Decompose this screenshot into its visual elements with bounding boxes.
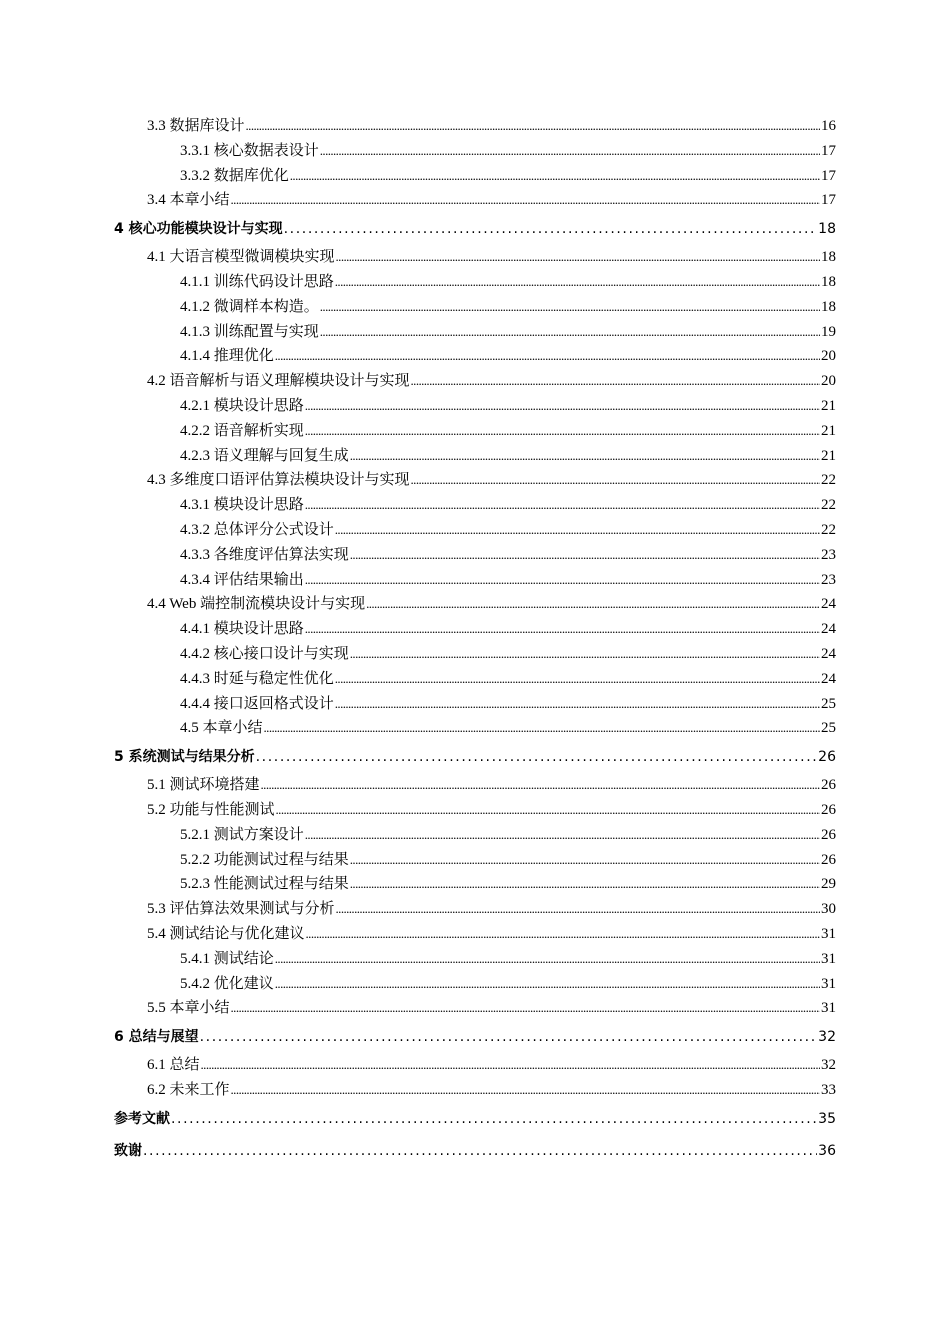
toc-dot-leader xyxy=(305,617,820,642)
toc-entry-page-number: 35 xyxy=(818,1110,836,1127)
toc-dot-leader xyxy=(305,568,820,593)
toc-entry[interactable] xyxy=(114,617,836,642)
toc-entry-page-number: 30 xyxy=(821,901,836,918)
toc-entry[interactable] xyxy=(114,493,836,518)
toc-entry[interactable] xyxy=(114,1103,836,1135)
toc-entry-page-number: 36 xyxy=(818,1142,836,1159)
toc-entry-page-number: 31 xyxy=(821,925,836,942)
toc-entry-title: 致谢 xyxy=(114,1142,142,1159)
toc-dot-leader xyxy=(320,295,820,320)
toc-dot-leader xyxy=(335,270,820,295)
toc-entry[interactable] xyxy=(114,972,836,997)
toc-entry-title: 4.1 大语言模型微调模块实现 xyxy=(147,249,335,266)
toc-entry-title: 5.4.2 优化建议 xyxy=(180,975,274,992)
toc-entry[interactable] xyxy=(114,245,836,270)
toc-dot-leader xyxy=(350,543,820,568)
toc-dot-leader xyxy=(256,741,818,773)
toc-entry[interactable] xyxy=(114,996,836,1021)
toc-entry-page-number: 26 xyxy=(821,777,836,794)
toc-dot-leader xyxy=(335,518,820,543)
toc-entry-page-number: 33 xyxy=(821,1081,836,1098)
toc-entry-title: 4.1.3 训练配置与实现 xyxy=(180,323,319,340)
toc-entry-title: 参考文献 xyxy=(114,1110,170,1127)
toc-entry[interactable] xyxy=(114,947,836,972)
toc-entry-page-number: 20 xyxy=(821,373,836,390)
toc-entry-page-number: 22 xyxy=(821,472,836,489)
toc-entry-page-number: 31 xyxy=(821,1000,836,1017)
toc-entry[interactable] xyxy=(114,592,836,617)
toc-entry[interactable] xyxy=(114,568,836,593)
toc-entry-page-number: 17 xyxy=(821,142,836,159)
toc-entry[interactable] xyxy=(114,164,836,189)
toc-entry-title: 4.1.4 推理优化 xyxy=(180,348,274,365)
toc-dot-leader xyxy=(305,493,820,518)
toc-dot-leader xyxy=(201,1053,820,1078)
toc-entry[interactable] xyxy=(114,642,836,667)
toc-entry-title: 3.3.2 数据库优化 xyxy=(180,167,289,184)
toc-entry-title: 5.3 评估算法效果测试与分析 xyxy=(147,901,335,918)
toc-entry-title: 4.5 本章小结 xyxy=(180,720,263,737)
toc-entry-title: 3.3 数据库设计 xyxy=(147,118,245,134)
toc-dot-leader xyxy=(335,667,820,692)
toc-entry-page-number: 22 xyxy=(821,521,836,538)
toc-entry-page-number: 31 xyxy=(821,950,836,967)
toc-entry[interactable] xyxy=(114,798,836,823)
toc-dot-leader xyxy=(305,419,820,444)
toc-entry-page-number: 25 xyxy=(821,695,836,712)
toc-entry[interactable] xyxy=(114,1135,836,1167)
toc-entry[interactable] xyxy=(114,1078,836,1103)
toc-entry-title: 5.2.1 测试方案设计 xyxy=(180,826,304,843)
toc-entry-page-number: 26 xyxy=(821,851,836,868)
toc-entry-title: 3.4 本章小结 xyxy=(147,192,230,209)
toc-entry[interactable] xyxy=(114,369,836,394)
toc-entry-page-number: 20 xyxy=(821,348,836,365)
toc-entry[interactable] xyxy=(114,922,836,947)
toc-entry-title: 5.4 测试结论与优化建议 xyxy=(147,925,305,942)
toc-entry-page-number: 26 xyxy=(818,749,836,766)
toc-dot-leader xyxy=(335,692,820,717)
toc-entry-page-number: 17 xyxy=(821,167,836,184)
toc-dot-leader xyxy=(276,798,820,823)
toc-entry-page-number: 24 xyxy=(821,596,836,613)
toc-dot-leader xyxy=(284,213,818,245)
toc-dot-leader xyxy=(350,444,820,469)
toc-entry[interactable] xyxy=(114,1053,836,1078)
toc-entry-page-number: 24 xyxy=(821,645,836,662)
toc-dot-leader xyxy=(336,897,820,922)
toc-entry-page-number: 31 xyxy=(821,975,836,992)
toc-dot-leader xyxy=(231,1078,820,1103)
toc-entry-title: 4.2.2 语音解析实现 xyxy=(180,422,304,439)
toc-entry-page-number: 24 xyxy=(821,621,836,638)
toc-entry[interactable] xyxy=(114,139,836,164)
toc-entry[interactable] xyxy=(114,344,836,369)
toc-entry-title: 4.4.3 时延与稳定性优化 xyxy=(180,670,334,687)
toc-entry-title: 4.1.2 微调样本构造。 xyxy=(180,298,319,315)
toc-entry-page-number: 25 xyxy=(821,720,836,737)
toc-dot-leader xyxy=(290,164,820,189)
toc-dot-leader xyxy=(264,716,820,741)
toc-entry-title: 4.4.1 模块设计思路 xyxy=(180,621,304,638)
toc-dot-leader xyxy=(261,773,820,798)
toc-entry-page-number: 18 xyxy=(821,298,836,315)
toc-entry[interactable] xyxy=(114,320,836,345)
toc-entry-page-number: 18 xyxy=(818,221,836,238)
toc-entry[interactable] xyxy=(114,692,836,717)
toc-dot-leader xyxy=(366,592,820,617)
toc-entry-page-number: 18 xyxy=(821,273,836,290)
toc-entry-page-number: 26 xyxy=(821,826,836,843)
toc-entry[interactable] xyxy=(114,1021,836,1053)
toc-entry-page-number: 23 xyxy=(821,571,836,588)
toc-entry-page-number: 16 xyxy=(821,118,836,134)
table-of-contents xyxy=(114,114,836,1167)
toc-dot-leader xyxy=(305,823,820,848)
toc-entry[interactable] xyxy=(114,114,836,139)
toc-entry[interactable] xyxy=(114,741,836,773)
toc-entry[interactable] xyxy=(114,188,836,213)
toc-entry-title: 4.2.3 语义理解与回复生成 xyxy=(180,447,349,464)
toc-dot-leader xyxy=(306,922,820,947)
toc-dot-leader xyxy=(231,996,820,1021)
toc-entry-title: 4 核心功能模块设计与实现 xyxy=(114,221,283,238)
toc-dot-leader xyxy=(275,947,820,972)
toc-entry-title: 4.4.4 接口返回格式设计 xyxy=(180,695,334,712)
toc-entry[interactable] xyxy=(114,270,836,295)
toc-entry-title: 4.4.2 核心接口设计与实现 xyxy=(180,645,349,662)
toc-entry-title: 6.1 总结 xyxy=(147,1057,200,1074)
toc-entry[interactable] xyxy=(114,716,836,741)
toc-entry[interactable] xyxy=(114,897,836,922)
toc-dot-leader xyxy=(336,245,820,270)
toc-dot-leader xyxy=(411,468,820,493)
toc-entry-page-number: 22 xyxy=(821,497,836,514)
toc-entry-page-number: 18 xyxy=(821,249,836,266)
toc-dot-leader xyxy=(275,344,820,369)
toc-dot-leader xyxy=(200,1021,818,1053)
toc-entry-page-number: 23 xyxy=(821,546,836,563)
toc-entry-page-number: 17 xyxy=(821,192,836,209)
toc-entry-page-number: 19 xyxy=(821,323,836,340)
toc-entry-title: 5.2.2 功能测试过程与结果 xyxy=(180,851,349,868)
toc-entry-page-number: 32 xyxy=(821,1057,836,1074)
toc-entry[interactable] xyxy=(114,667,836,692)
toc-entry[interactable] xyxy=(114,394,836,419)
toc-entry-title: 4.3 多维度口语评估算法模块设计与实现 xyxy=(147,472,410,489)
toc-entry[interactable] xyxy=(114,872,836,897)
toc-entry-title: 5.2 功能与性能测试 xyxy=(147,801,275,818)
toc-entry[interactable] xyxy=(114,518,836,543)
toc-entry[interactable] xyxy=(114,295,836,320)
toc-entry-title: 4.4 Web 端控制流模块设计与实现 xyxy=(147,596,366,613)
toc-entry-title: 5.2.3 性能测试过程与结果 xyxy=(180,876,349,893)
toc-dot-leader xyxy=(246,114,820,139)
toc-dot-leader xyxy=(411,369,820,394)
toc-entry-page-number: 32 xyxy=(818,1029,836,1046)
toc-dot-leader xyxy=(171,1103,817,1135)
toc-dot-leader xyxy=(320,320,820,345)
toc-entry[interactable] xyxy=(114,468,836,493)
toc-dot-leader xyxy=(350,872,820,897)
toc-entry-page-number: 29 xyxy=(821,876,836,893)
toc-entry-title: 4.2 语音解析与语义理解模块设计与实现 xyxy=(147,373,410,390)
toc-entry-page-number: 26 xyxy=(821,801,836,818)
toc-dot-leader xyxy=(275,972,820,997)
toc-entry-page-number: 21 xyxy=(821,447,836,464)
toc-entry-title: 5.5 本章小结 xyxy=(147,1000,230,1017)
toc-entry-title: 4.2.1 模块设计思路 xyxy=(180,397,304,414)
toc-dot-leader xyxy=(320,139,820,164)
toc-entry[interactable] xyxy=(114,773,836,798)
toc-entry-title: 4.3.3 各维度评估算法实现 xyxy=(180,546,349,563)
toc-entry[interactable] xyxy=(114,444,836,469)
toc-dot-leader xyxy=(350,848,820,873)
toc-entry-page-number: 21 xyxy=(821,422,836,439)
toc-entry-title: 4.1.1 训练代码设计思路 xyxy=(180,273,334,290)
toc-entry[interactable] xyxy=(114,823,836,848)
toc-dot-leader xyxy=(143,1135,817,1167)
toc-entry-title: 6.2 未来工作 xyxy=(147,1081,230,1098)
toc-entry-title: 4.3.2 总体评分公式设计 xyxy=(180,521,334,538)
toc-entry[interactable] xyxy=(114,848,836,873)
toc-entry-page-number: 24 xyxy=(821,670,836,687)
toc-entry-title: 3.3.1 核心数据表设计 xyxy=(180,142,319,159)
toc-entry[interactable] xyxy=(114,213,836,245)
toc-entry-title: 4.3.4 评估结果输出 xyxy=(180,571,304,588)
toc-entry-title: 6 总结与展望 xyxy=(114,1029,199,1046)
toc-dot-leader xyxy=(350,642,820,667)
toc-entry-page-number: 21 xyxy=(821,397,836,414)
toc-entry-title: 5 系统测试与结果分析 xyxy=(114,749,255,766)
toc-entry-title: 4.3.1 模块设计思路 xyxy=(180,497,304,514)
toc-dot-leader xyxy=(305,394,820,419)
toc-entry[interactable] xyxy=(114,419,836,444)
toc-entry-title: 5.4.1 测试结论 xyxy=(180,950,274,967)
toc-entry[interactable] xyxy=(114,543,836,568)
toc-dot-leader xyxy=(231,188,820,213)
toc-entry-title: 5.1 测试环境搭建 xyxy=(147,777,260,794)
